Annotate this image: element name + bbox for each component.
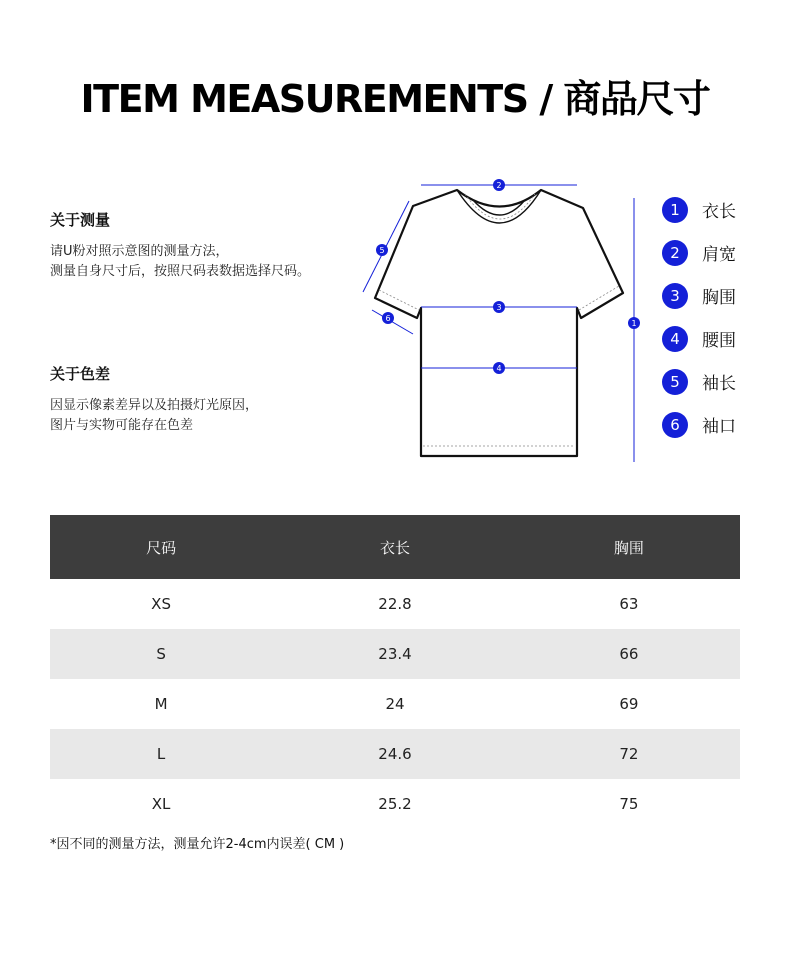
svg-text:2: 2 xyxy=(496,181,502,190)
table-row xyxy=(50,779,740,829)
marker-2 xyxy=(493,179,505,191)
cell-size: M xyxy=(154,695,168,713)
cell-length: 25.2 xyxy=(378,795,412,813)
svg-text:5: 5 xyxy=(379,246,385,255)
cell-chest: 72 xyxy=(518,729,740,779)
cell-length: 24.6 xyxy=(272,729,518,779)
table-row xyxy=(50,679,740,729)
legend-label: 腰围 xyxy=(702,331,736,351)
about-color-line-1: 因显示像素差异以及拍摄灯光原因， xyxy=(50,398,259,413)
cell-length: 24 xyxy=(385,695,405,713)
legend-label: 肩宽 xyxy=(702,245,736,265)
about-measurement-heading: 关于测量 xyxy=(50,211,111,229)
page-title: ITEM MEASUREMENTS / 商品尺寸 xyxy=(80,77,710,121)
measurement-footnote: *因不同的测量方法，测量允许2-4cm内误差( CM ) xyxy=(50,837,345,852)
tshirt-outline xyxy=(375,190,623,456)
legend-label: 袖长 xyxy=(702,374,736,394)
legend-label: 袖口 xyxy=(702,417,736,437)
tshirt-diagram xyxy=(355,168,655,468)
legend-number: 6 xyxy=(662,412,688,438)
legend-number: 3 xyxy=(662,283,688,309)
svg-text:1: 1 xyxy=(631,319,637,328)
cell-size: XS xyxy=(151,595,171,613)
table-header-row xyxy=(50,515,740,579)
about-color-heading: 关于色差 xyxy=(50,365,111,383)
legend-number: 1 xyxy=(662,197,688,223)
legend-item xyxy=(662,317,736,360)
legend-number: 5 xyxy=(662,369,688,395)
cell-length: 22.8 xyxy=(378,595,412,613)
measurement-legend xyxy=(662,188,736,446)
header-length: 衣长 xyxy=(272,515,518,579)
cell-chest: 66 xyxy=(518,629,740,679)
legend-number: 2 xyxy=(662,240,688,266)
svg-text:4: 4 xyxy=(496,364,502,373)
legend-item xyxy=(662,231,736,274)
header-size: 尺码 xyxy=(50,515,272,579)
cell-chest: 69 xyxy=(619,695,639,713)
marker-5 xyxy=(376,244,388,256)
about-measurement-line-2: 测量自身尺寸后，按照尺码表数据选择尺码。 xyxy=(50,264,311,279)
cell-size: XL xyxy=(151,795,171,813)
cell-chest: 75 xyxy=(619,795,639,813)
legend-number: 4 xyxy=(662,326,688,352)
marker-1 xyxy=(628,317,640,329)
legend-item xyxy=(662,274,736,317)
marker-4 xyxy=(493,362,505,374)
header-chest: 胸围 xyxy=(518,515,740,579)
legend-item xyxy=(662,360,736,403)
about-measurement-section xyxy=(50,210,370,282)
about-color-line-2: 图片与实物可能存在色差 xyxy=(50,418,194,433)
table-row xyxy=(50,629,740,679)
marker-3 xyxy=(493,301,505,313)
size-table xyxy=(50,515,740,829)
cell-chest: 63 xyxy=(619,595,639,613)
svg-text:6: 6 xyxy=(385,314,391,323)
marker-6 xyxy=(382,312,394,324)
cell-size: L xyxy=(50,729,272,779)
cell-length: 23.4 xyxy=(272,629,518,679)
legend-item xyxy=(662,188,736,231)
svg-text:3: 3 xyxy=(496,303,502,312)
cell-size: S xyxy=(50,629,272,679)
about-measurement-line-1: 请U粉对照示意图的测量方法， xyxy=(50,244,229,259)
about-color-section xyxy=(50,364,370,436)
table-row xyxy=(50,579,740,629)
legend-item xyxy=(662,403,736,446)
legend-label: 衣长 xyxy=(702,202,736,222)
table-row xyxy=(50,729,740,779)
legend-label: 胸围 xyxy=(702,288,736,308)
